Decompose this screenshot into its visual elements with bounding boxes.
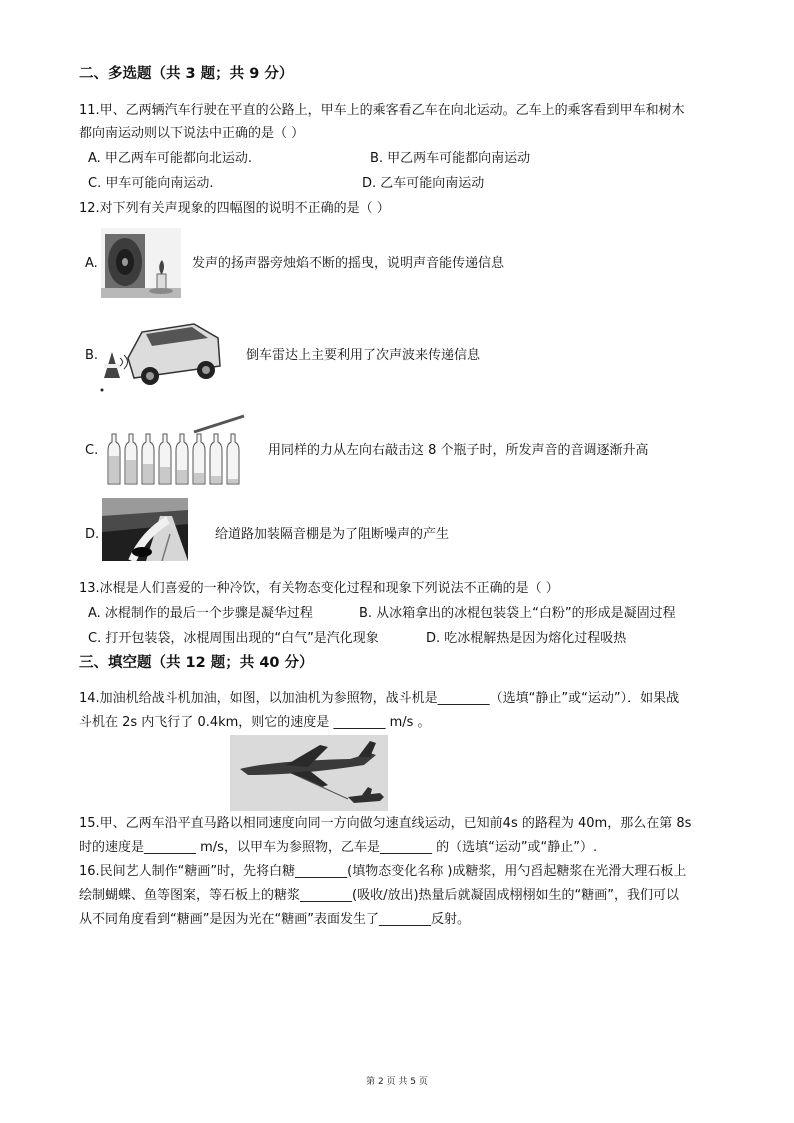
question-15-line2: 时的速度是________ m/s，以甲车为参照物，乙车是________ 的（选填“运动”或“静止”）. — [79, 840, 598, 855]
question-12-option-b-text: 倒车雷达上主要利用了次声波来传递信息 — [246, 348, 481, 363]
question-11-option-a: A. 甲乙两车可能都向北运动. — [88, 151, 253, 166]
question-12-stem: 12.对下列有关声现象的四幅图的说明不正确的是（ ） — [79, 201, 390, 216]
question-12-option-a-letter: A. — [85, 256, 98, 271]
question-13-option-b: B. 从冰箱拿出的冰棍包装袋上“白粉”的形成是凝固过程 — [359, 606, 676, 621]
question-12-option-b-letter: B. — [85, 348, 99, 363]
question-13-stem: 13.冰棍是人们喜爱的一种冷饮，有关物态变化过程和现象下列说法不正确的是（ ） — [79, 581, 559, 596]
reversing-car-image — [98, 318, 224, 394]
question-16-line1: 16.民间艺人制作“糖画”时，先将白糖________(填物态变化名称 )成糖浆，用勺舀起糖浆在光滑大理石板上 — [79, 864, 687, 879]
question-12-option-d-text: 给道路加装隔音棚是为了阻断噪声的产生 — [215, 527, 450, 542]
question-12-option-c-letter: C. — [85, 443, 99, 458]
question-11-option-c: C. 甲车可能向南运动. — [88, 176, 214, 191]
speaker-candle-image — [101, 228, 181, 298]
question-14-line2: 斗机在 2s 内飞行了 0.4km，则它的速度是 ________ m/s 。 — [79, 715, 431, 730]
question-14-line1: 14.加油机给战斗机加油，如图，以加油机为参照物，战斗机是________（选填“静止”或“运动”）．如果战 — [79, 691, 680, 706]
question-12-option-d-letter: D. — [85, 527, 100, 542]
question-11-line2: 都向南运动则以下说法中正确的是（ ） — [79, 126, 305, 141]
question-12-option-c-text: 用同样的力从左向右敲击这 8 个瓶子时，所发声音的音调逐渐升高 — [268, 443, 649, 458]
section-title-multiple-choice: 二、多选题（共 3 题；共 9 分） — [79, 66, 294, 82]
question-13-option-a: A. 冰棍制作的最后一个步骤是凝华过程 — [88, 606, 313, 621]
question-15-line1: 15.甲、乙两车沿平直马路以相同速度向同一方向做匀速直线运动，已知前4s 的路程为 40m，那么在第 8s — [79, 816, 692, 831]
sound-barrier-road-image — [102, 498, 188, 561]
question-11-line1: 11.甲、乙两辆汽车行驶在平直的公路上，甲车上的乘客看乙车在向北运动。乙车上的乘客看到甲车和树木 — [79, 103, 685, 118]
bottles-image — [104, 412, 246, 486]
question-12-option-a-text: 发声的扬声器旁烛焰不断的摇曳，说明声音能传递信息 — [192, 256, 505, 271]
question-13-option-d: D. 吃冰棍解热是因为熔化过程吸热 — [426, 631, 627, 646]
section-title-fill-in: 三、填空题（共 12 题；共 40 分） — [79, 655, 314, 671]
page-footer: 第 2 页 共 5 页 — [366, 1077, 428, 1087]
question-16-line3: 从不同角度看到“糖画”是因为光在“糖画”表面发生了________反射。 — [79, 912, 470, 927]
question-11-option-d: D. 乙车可能向南运动 — [362, 176, 485, 191]
question-13-option-c: C. 打开包装袋，冰棍周围出现的“白气”是汽化现象 — [88, 631, 379, 646]
question-11-option-b: B. 甲乙两车可能都向南运动 — [370, 151, 531, 166]
aerial-refueling-image — [230, 735, 388, 811]
question-16-line2: 绘制蝴蝶、鱼等图案，等石板上的糖浆________(吸收/放出)热量后就凝固成栩栩如生的“糖画”，我们可以 — [79, 888, 679, 903]
